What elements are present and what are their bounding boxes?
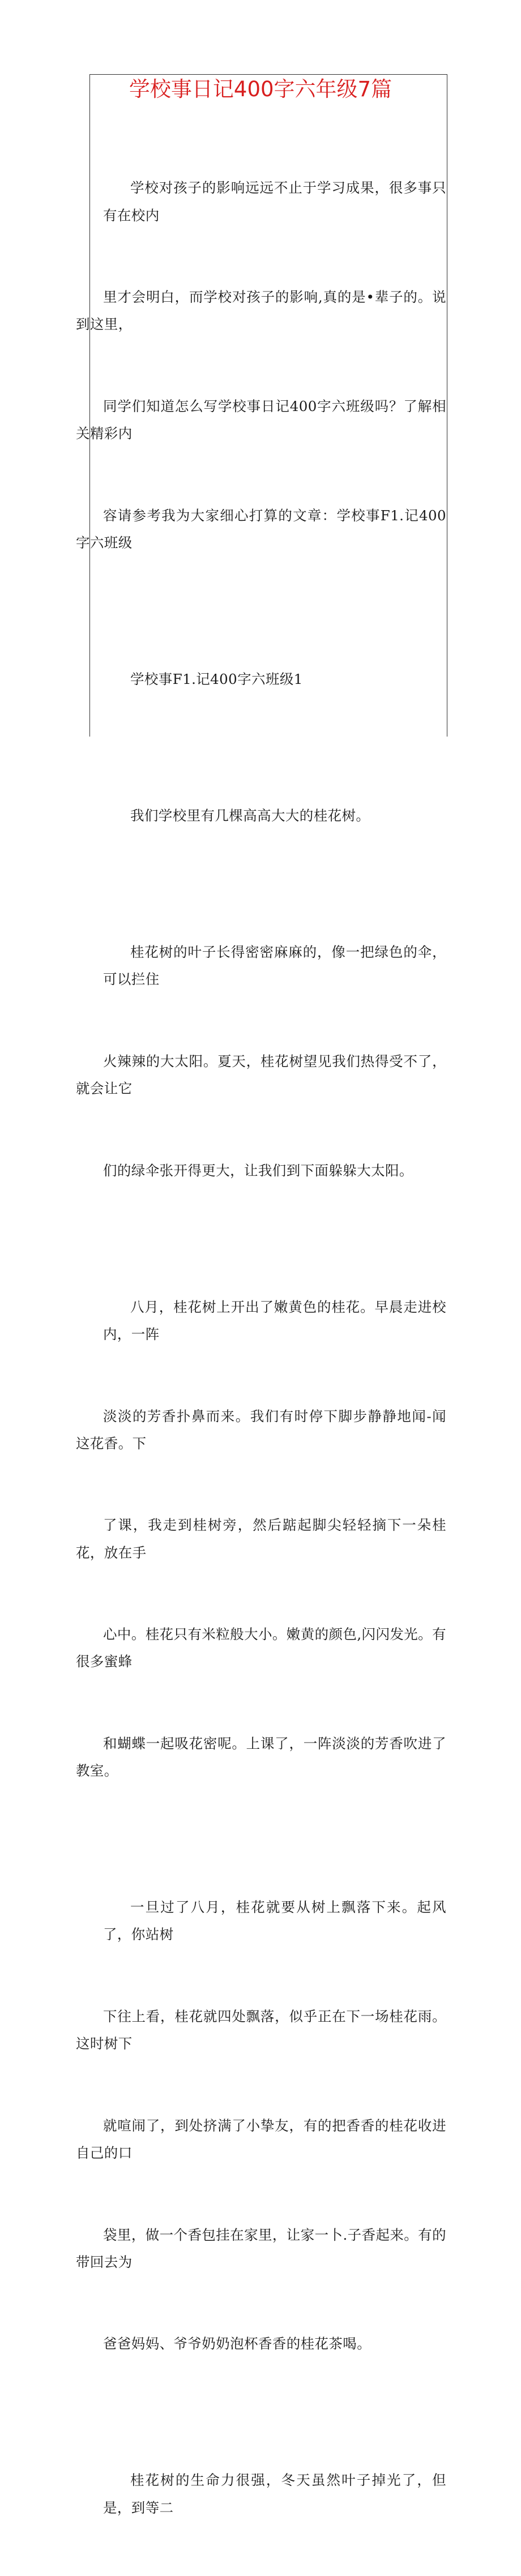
paragraph (76, 1839, 446, 2412)
text-line: 桂花树的生命力很强，冬天虽然叶子掉光了，但是，到等二 (103, 2472, 446, 2516)
paragraph (76, 1239, 446, 1839)
text-line: 八月，桂花树上开出了嫩黄色的桂花。早晨走进校内，一阵 (103, 1298, 446, 1342)
text-line: 火辣辣的大太阳。夏天，桂花树望见我们热得受不了，就会让它 (76, 1052, 446, 1097)
text-line: 里才会明白，而学校对孩子的影响,真的是•辈子的。说到这里， (76, 289, 446, 333)
text-line: 同学们知道怎么写学校事日记400字六班级吗？了解相关精彩内 (76, 398, 446, 442)
text-line: 爸爸妈妈、爷爷奶奶泡杯香香的桂花茶喝。 (103, 2335, 371, 2352)
text-line: 淡淡的芳香扑鼻而来。我们有时停下脚步静静地闻-闻这花香。下 (76, 1407, 446, 1452)
paragraph-intro (76, 120, 446, 611)
text-line: 我们学校里有几棵高高大大的桂花树。 (130, 807, 370, 824)
document-body (76, 120, 446, 2576)
paragraph (76, 748, 446, 884)
text-line: 和蝴蝶一起吸花密呢。上课了，一阵淡淡的芳香吹进了教室。 (76, 1735, 446, 1779)
text-line: 袋里，做一个香包挂在家里，让家一卜.子香起来。有的带回去为 (76, 2226, 446, 2270)
document-title: 学校事日记400字六年级7篇 (129, 77, 392, 101)
text-line: 桂花树的叶子长得密密麻麻的，像一把绿色的伞，可以拦住 (103, 944, 446, 988)
text-line: 一旦过了八月，桂花就要从树上飘落下来。起风了，你站树 (103, 1899, 446, 1943)
text-line: 了课，我走到桂树旁，然后踮起脚尖轻轻摘下一朵桂花，放在手 (76, 1517, 446, 1561)
text-line: 们的绿伞张开得更大，让我们到下面躲躲大太阳。 (103, 1162, 413, 1179)
text-line: 学校事F1.记400字六班级1 (130, 671, 303, 688)
section-heading (76, 611, 446, 748)
text-line: 就喧闹了，到处挤满了小挚友，有的把香香的桂花收进自己的口 (76, 2117, 446, 2162)
text-line: 容请参考我为大家细心打算的文章：学校事F1.记400字六班级 (76, 507, 446, 551)
text-line: 学校对孩子的影响远远不止于学习成果，很多事只有在校内 (103, 179, 446, 224)
text-line: 下往上看，桂花就四处飘落，似乎正在下一场桂花雨。这时树下 (76, 2008, 446, 2052)
paragraph (76, 884, 446, 1239)
paragraph (76, 2412, 446, 2576)
text-line: 心中。桂花只有米粒般大小。嫩黄的颜色,闪闪发光。有很多蜜蜂 (76, 1626, 446, 1670)
